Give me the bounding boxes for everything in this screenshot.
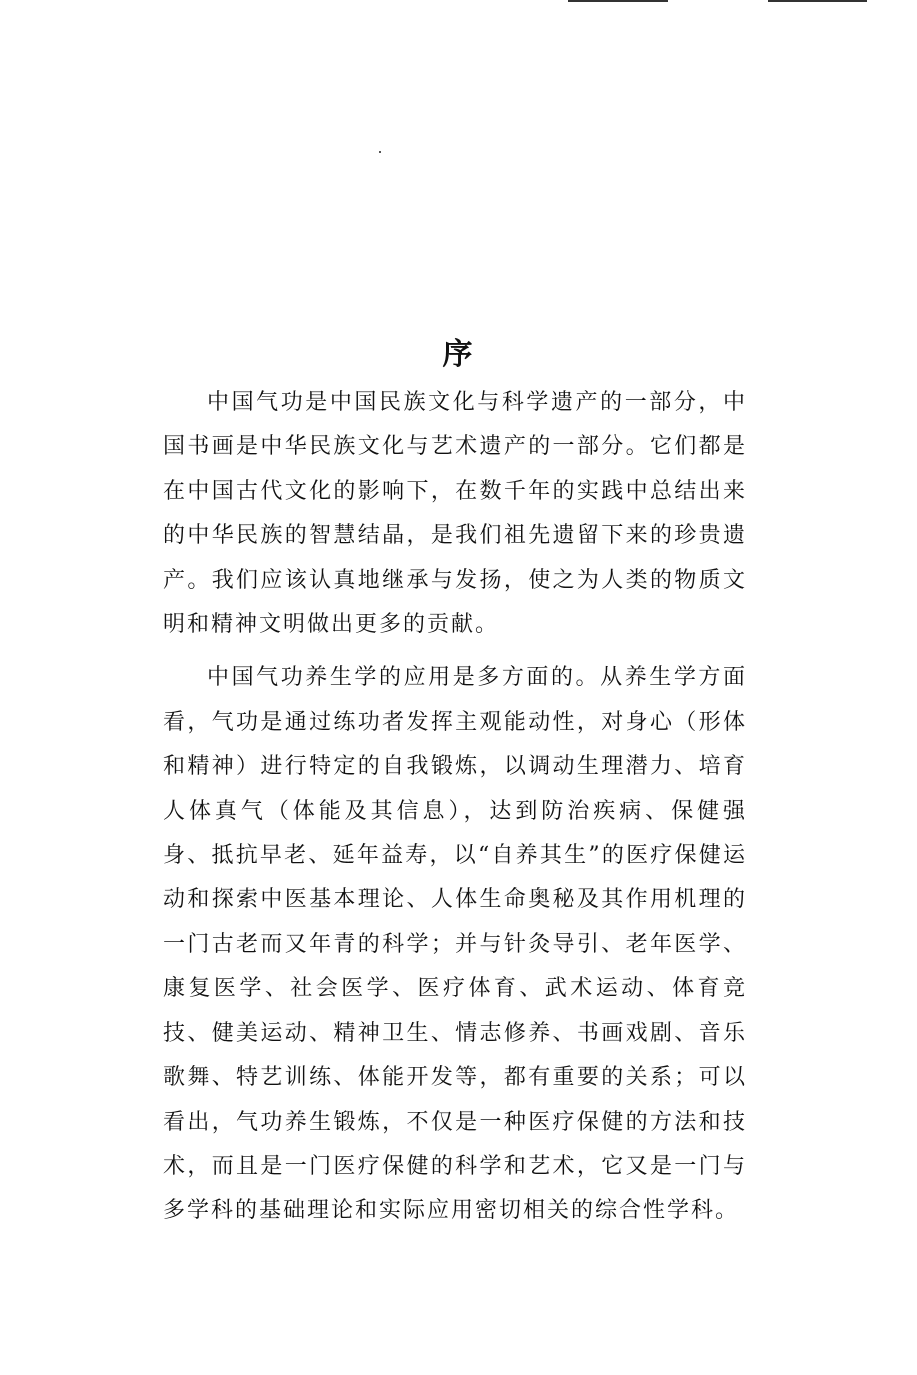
paragraph-2: 中国气功养生学的应用是多方面的。从养生学方面看，气功是通过练功者发挥主观能动性，对身心（形体和精神）进行特定的自我锻炼，以调动生理潜力、培育人体真气（体能及其信息），达到防治疾病、保健强身、抵抗早老、延年益寿，以“自养其生”的医疗保健运动和探索中医基本理论、人体生命奥秘及其作用机理的一门古老而又年青的科学；并与针灸导引、老年医学、康复医学、社会医学、医疗体育、武术运动、体育竞技、健美运动、精神卫生、情志修养、书画戏剧、音乐歌舞、特艺训练、体能开发等，都有重要的关系；可以看出，气功养生锻炼，不仅是一种医疗保健的方法和技术，而且是一门医疗保健的科学和艺术，它又是一门与多学科的基础理论和实际应用密切相关的综合性学科。 <box>163 665 747 1224</box>
page-title: 序 <box>442 337 475 373</box>
preface-body <box>163 381 747 1243</box>
top-rule-left <box>568 0 668 2</box>
scan-speck <box>379 151 381 153</box>
top-rule-right <box>768 0 867 2</box>
paragraph-1: 中国气功是中国民族文化与科学遗产的一部分，中国书画是中华民族文化与艺术遗产的一部分。它们都是在中国古代文化的影响下，在数千年的实践中总结出来的中华民族的智慧结晶，是我们祖先遗留下来的珍贵遗产。我们应该认真地继承与发扬，使之为人类的物质文明和精神文明做出更多的贡献。 <box>163 390 747 638</box>
